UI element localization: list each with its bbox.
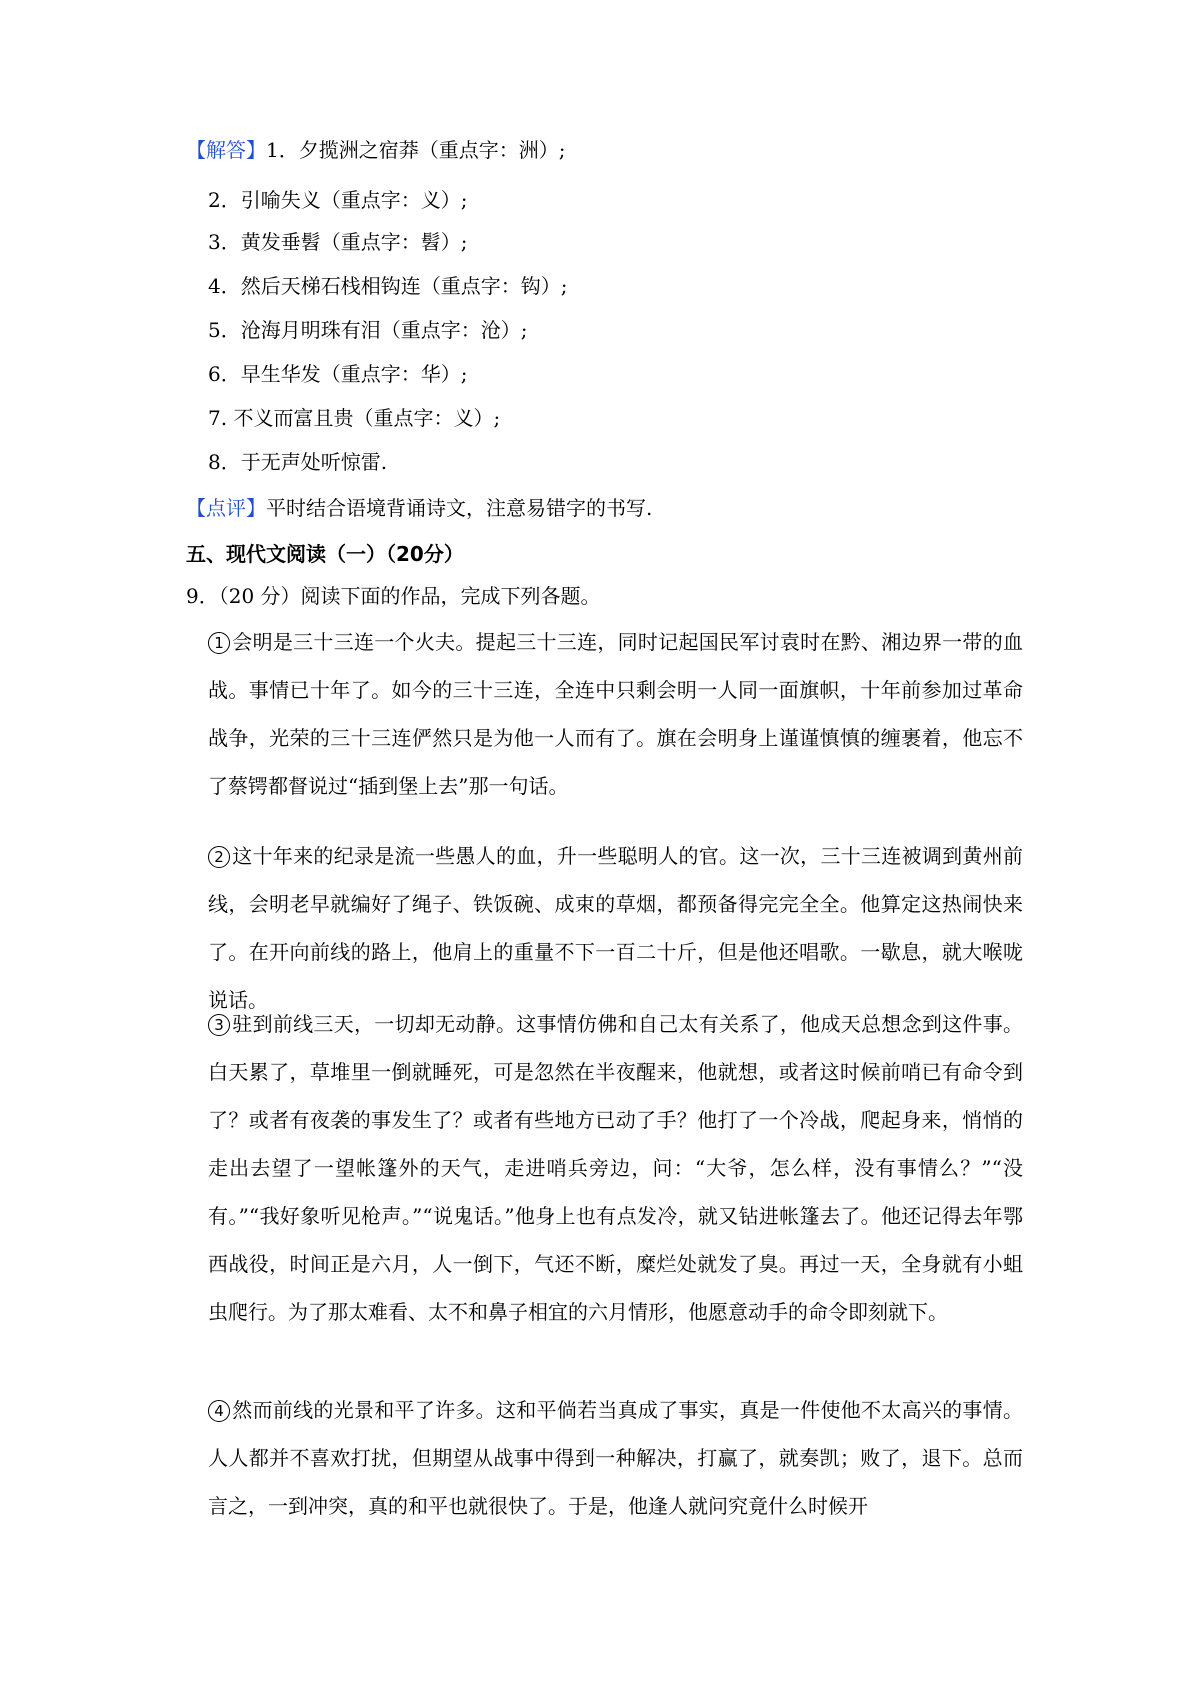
passage-paragraph-2 [208,832,1023,1024]
answer-item: 1．夕揽洲之宿莽（重点字：洲）; [266,138,566,162]
paragraph-text: 这十年来的纪录是流一些愚人的血，升一些聪明人的官。这一次，三十三连被调到黄州前线，会明老早就编好了绳子、铁饭碗、成束的草烟，都预备得完完全全。他算定这热闹快来了。在开向前线的路上，他肩上的重量不下一百二十斤，但是他还唱歌。一歇息，就大喉咙说话。 [208,844,1023,1012]
comment-text: 平时结合语境背诵诗文，注意易错字的书写. [266,496,653,520]
passage-paragraph-3 [208,1000,1023,1336]
paragraph-number: 3 [208,1014,230,1036]
answer-line-4 [208,272,567,300]
answer-line-8 [208,448,387,476]
answer-line-6 [208,360,467,388]
paragraph-number: 4 [208,1400,230,1422]
comment-line [186,494,652,522]
answer-line-1 [186,136,565,164]
paragraph-text: 驻到前线三天，一切却无动静。这事情仿佛和自己太有关系了，他成天总想念到这件事。白天累了，草堆里一倒就睡死，可是忽然在半夜醒来，他就想，或者这时候前哨已有命令到了？或者有夜袭的事发生了？或者有些地方已动了手？他打了一个冷战，爬起身来，悄悄的走出去望了一望帐篷外的天气，走进哨兵旁边，问：“大爷，怎么样，没有事情么？”“没有。”“我好象听见枪声。”“说鬼话。”他身上也有点发冷，就又钻进帐篷去了。他还记得去年鄂西战役，时间正是六月，人一倒下，气还不断，糜烂处就发了臭。再过一天，全身就有小蛆虫爬行。为了那太难看、太不和鼻子相宜的六月情形，他愿意动手的命令即刻就下。 [208,1012,1023,1324]
answer-item: 3．黄发垂髫（重点字：髫）; [208,230,468,254]
answer-line-7 [208,404,500,432]
section-heading: 五、现代文阅读（一）（20分） [186,542,464,566]
answer-line-2 [208,186,467,214]
answer-item: 7. 不义而富且贵（重点字：义）; [208,406,501,430]
answer-item: 6．早生华发（重点字：华）; [208,362,468,386]
answer-item: 5．沧海月明珠有泪（重点字：沧）; [208,318,528,342]
paragraph-number: 1 [208,632,230,654]
answer-item: 2．引喻失义（重点字：义）; [208,188,468,212]
answer-tag: 【解答】 [186,138,266,162]
paragraph-text: 会明是三十三连一个火夫。提起三十三连，同时记起国民军讨袁时在黔、湘边界一带的血战。事情已十年了。如今的三十三连，全连中只剩会明一人同一面旗帜，十年前参加过革命战争，光荣的三十三连俨然只是为他一人而有了。旗在会明身上谨谨慎慎的缠裹着，他忘不了蔡锷都督说过“插到堡上去”那一句话。 [208,630,1023,798]
passage-paragraph-4 [208,1386,1023,1530]
paragraph-text: 然而前线的光景和平了许多。这和平倘若当真成了事实，真是一件使他不太高兴的事情。人人都并不喜欢打扰，但期望从战事中得到一种解决，打赢了，就奏凯；败了，退下。总而言之，一到冲突，真的和平也就很快了。于是，他逢人就问究竟什么时候开 [208,1398,1023,1518]
answer-line-5 [208,316,527,344]
question-stem: 9．（20 分）阅读下面的作品，完成下列各题。 [186,584,601,608]
paragraph-number: 2 [208,846,230,868]
answer-item: 8．于无声处听惊雷. [208,450,388,474]
comment-tag: 【点评】 [186,496,266,520]
passage-paragraph-1 [208,618,1023,810]
answer-item: 4．然后天梯石栈相钩连（重点字：钩）; [208,274,568,298]
answer-line-3 [208,228,467,256]
